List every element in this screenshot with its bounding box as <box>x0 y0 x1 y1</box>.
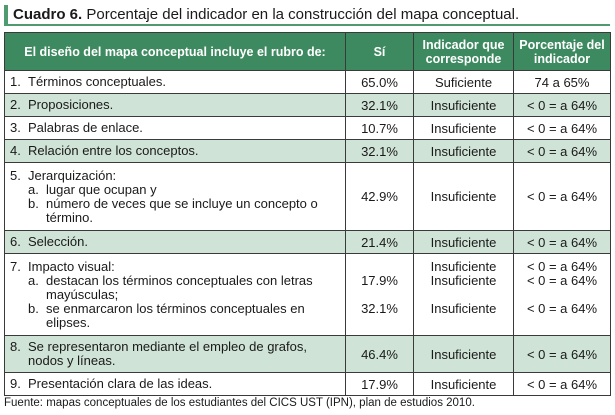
row-description <box>5 254 346 336</box>
table-row <box>5 94 611 117</box>
row-text: Proposiciones. <box>28 97 114 112</box>
row-percent <box>346 254 414 336</box>
row-indicator: Insuficiente <box>414 231 514 254</box>
sub-item-text: se enmarcaron los términos conceptuales en elipses. <box>46 300 305 330</box>
sub-item-letter: b. <box>28 195 39 211</box>
sub-item-letter: b. <box>28 300 39 316</box>
row-text: Términos conceptuales. <box>28 74 167 89</box>
header-rubro: El diseño del mapa conceptual incluye el rubro de: <box>5 33 346 71</box>
row-range: < 0 = a 64% <box>514 117 611 140</box>
table-row <box>5 163 611 231</box>
table-row <box>5 336 611 373</box>
row-range: < 0 = a 64% <box>514 373 611 396</box>
sub-item <box>10 274 340 302</box>
row-description <box>5 373 346 396</box>
row-percent: 32.1% <box>346 140 414 163</box>
table-row <box>5 254 611 336</box>
row-indicator: Insuficiente <box>414 117 514 140</box>
row-text: Impacto visual: <box>28 258 115 274</box>
row-description <box>5 94 346 117</box>
table-row <box>5 140 611 163</box>
row-range-2: < 0 = a 64% <box>526 272 598 288</box>
row-percent: 32.1% <box>346 94 414 117</box>
row-range: < 0 = a 64% <box>514 231 611 254</box>
row-description <box>5 163 346 231</box>
row-description <box>5 71 346 94</box>
row-percent: 10.7% <box>346 117 414 140</box>
row-range: < 0 = a 64% <box>514 336 611 373</box>
row-percent: 65.0% <box>346 71 414 94</box>
sub-item-letter: a. <box>28 272 39 288</box>
table-row <box>5 117 611 140</box>
caption-underline <box>4 24 610 26</box>
row-percent-a: 17.9% <box>361 272 398 288</box>
table-row <box>5 71 611 94</box>
row-indicator-1: Insuficiente <box>430 258 497 274</box>
sub-item <box>10 197 340 225</box>
table-row <box>5 231 611 254</box>
caption-text <box>13 5 519 24</box>
sub-item-text: destacan los términos conceptuales con letras mayúsculas; <box>46 272 313 302</box>
row-range: < 0 = a 64% <box>514 163 611 231</box>
table-header-row <box>5 33 611 71</box>
row-text: Se representaron mediante el empleo de grafos, nodos y líneas. <box>28 339 307 368</box>
table-row <box>5 373 611 396</box>
row-percent: 46.4% <box>346 336 414 373</box>
header-indicador: Indicador que corresponde <box>414 33 514 71</box>
row-indicator-3: Insuficiente <box>430 300 497 316</box>
row-range-3: < 0 = a 64% <box>526 300 598 316</box>
row-description <box>5 117 346 140</box>
row-text: Jerarquización: <box>28 167 117 183</box>
sub-item-text: número de veces que se incluye un concepto o término. <box>46 195 318 225</box>
row-number: 3. <box>10 120 21 135</box>
header-si: Sí <box>346 33 414 71</box>
row-number: 2. <box>10 97 21 112</box>
row-number: 1. <box>10 74 21 89</box>
caption-title: Porcentaje del indicador en la construcción del mapa conceptual. <box>86 6 520 23</box>
sub-item-text: lugar que ocupan y <box>46 181 157 197</box>
row-description <box>5 140 346 163</box>
row-range: < 0 = a 64% <box>514 140 611 163</box>
sub-item-letter: a. <box>28 181 39 197</box>
row-number: 4. <box>10 143 21 158</box>
row-percent: 17.9% <box>346 373 414 396</box>
source-note: Fuente: mapas conceptuales de los estudiantes del CICS UST (IPN), plan de estudios 2010. <box>4 397 475 409</box>
sub-item <box>10 302 340 330</box>
row-number: 9. <box>10 376 21 391</box>
row-number: 6. <box>10 234 21 249</box>
row-text: Palabras de enlace. <box>28 120 143 135</box>
caption-accent-bar <box>4 5 8 24</box>
row-indicator: Insuficiente <box>414 336 514 373</box>
row-indicator <box>414 254 514 336</box>
row-text: Presentación clara de las ideas. <box>28 376 213 391</box>
row-indicator: Insuficiente <box>414 373 514 396</box>
row-indicator-2: Insuficiente <box>430 272 497 288</box>
row-description <box>5 336 346 373</box>
row-indicator: Insuficiente <box>414 94 514 117</box>
sub-item <box>10 183 340 197</box>
row-range <box>514 254 611 336</box>
row-percent-b: 32.1% <box>361 300 398 316</box>
row-range-1: < 0 = a 64% <box>526 258 598 274</box>
header-porcentaje: Porcentaje del indicador <box>514 33 611 71</box>
row-description <box>5 231 346 254</box>
row-number: 7. <box>10 258 21 274</box>
row-range: 74 a 65% <box>514 71 611 94</box>
row-number: 5. <box>10 167 21 183</box>
row-indicator: Insuficiente <box>414 163 514 231</box>
row-range: < 0 = a 64% <box>514 94 611 117</box>
row-indicator: Insuficiente <box>414 140 514 163</box>
table-caption <box>4 3 610 26</box>
row-indicator: Suficiente <box>414 71 514 94</box>
row-text: Relación entre los conceptos. <box>28 143 199 158</box>
row-number: 8. <box>10 339 21 354</box>
row-percent: 42.9% <box>346 163 414 231</box>
row-text: Selección. <box>28 234 88 249</box>
caption-label: Cuadro 6. <box>13 6 83 23</box>
indicator-table <box>4 32 611 396</box>
row-percent: 21.4% <box>346 231 414 254</box>
